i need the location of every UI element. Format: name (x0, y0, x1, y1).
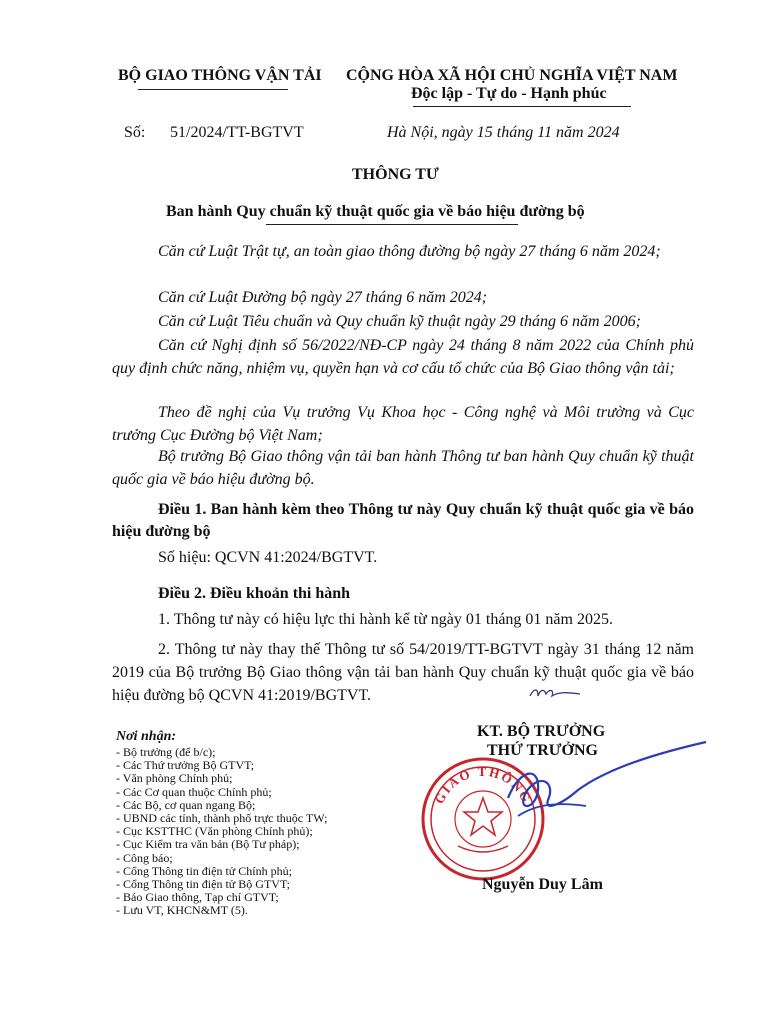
recipient-item: - Cục Kiểm tra văn bản (Bộ Tư pháp); (116, 837, 300, 852)
article-2-item-2: 2. Thông tư này thay thế Thông tư số 54/2019/TT-BGTVT ngày 31 tháng 12 năm 2019 của Bộ trưởng Bộ Giao thông vận tải ban hành Quy chuẩn kỹ thuật quốc gia về báo hiệu đường bộ QCVN 41:2019/BGTVT. (112, 641, 694, 704)
republic-name: CỘNG HÒA XÃ HỘI CHỦ NGHĨA VIỆT NAM (346, 67, 678, 84)
subject-underline (266, 224, 518, 225)
signature-title: THỨ TRƯỞNG (487, 742, 598, 759)
recipient-item: - Văn phòng Chính phủ; (116, 771, 233, 786)
article-2-heading: Điều 2. Điều khoản thi hành (158, 585, 351, 602)
initials-scribble (528, 684, 582, 704)
recipient-item: - Cổng Thông tin điện tử Chính phủ; (116, 863, 292, 878)
document-type: THÔNG TƯ (352, 166, 439, 183)
recipient-item: - Bộ trưởng (để b/c); (116, 745, 216, 759)
ministry-underline (138, 89, 288, 90)
recipient-item: - Công báo; (116, 850, 173, 865)
recipient-item: - Cổng Thông tin điện tử Bộ GTVT; (116, 877, 290, 892)
preamble-road-law: Căn cứ Luật Đường bộ ngày 27 tháng 6 năm 2024; (158, 289, 488, 306)
national-motto: Độc lập - Tự do - Hạnh phúc (411, 85, 607, 102)
preamble-minister: Bộ trưởng Bộ Giao thông vận tải ban hành Thông tư ban hành Quy chuẩn kỹ thuật quốc gia về báo hiệu đường bộ. (112, 448, 694, 488)
article-1-heading: Điều 1. Ban hành kèm theo Thông tư này Quy chuẩn kỹ thuật quốc gia về báo hiệu đường bộ (112, 501, 694, 540)
article-1-code: Số hiệu: QCVN 41:2024/BGTVT. (158, 549, 378, 566)
preamble-decree: Căn cứ Nghị định số 56/2022/NĐ-CP ngày 24 tháng 8 năm 2022 của Chính phủ quy định chức năng, nhiệm vụ, quyền hạn và cơ cấu tổ chức của Bộ Giao thông vận tải; (112, 337, 694, 377)
article-2-item-1: 1. Thông tư này có hiệu lực thi hành kể từ ngày 01 tháng 01 năm 2025. (158, 611, 613, 628)
motto-underline (413, 106, 631, 107)
recipient-item: - Các Bộ, cơ quan ngang Bộ; (116, 797, 256, 812)
preamble-proposal: Theo đề nghị của Vụ trưởng Vụ Khoa học - Công nghệ và Môi trường và Cục trưởng Cục Đường bộ Việt Nam; (112, 404, 694, 444)
recipients-title: Nơi nhận: (116, 729, 177, 744)
handwritten-signature (496, 738, 710, 858)
preamble-standards-law: Căn cứ Luật Tiêu chuẩn và Quy chuẩn kỹ thuật ngày 29 tháng 6 năm 2006; (158, 313, 641, 330)
seal-text: GIAO THÔNG (431, 763, 535, 807)
preamble-law-traffic-order: Căn cứ Luật Trật tự, an toàn giao thông đường bộ ngày 27 tháng 6 năm 2024; (158, 243, 661, 260)
document-number: 51/2024/TT-BGTVT (170, 124, 304, 141)
recipients-block (116, 728, 327, 918)
recipient-item: - UBND các tỉnh, thành phố trực thuộc TW; (116, 811, 328, 826)
document-subject: Ban hành Quy chuẩn kỹ thuật quốc gia về báo hiệu đường bộ (166, 203, 585, 220)
recipient-item: - Cục KSTTHC (Văn phòng Chính phủ); (116, 824, 313, 839)
recipient-item: - Các Cơ quan thuộc Chính phủ; (116, 784, 272, 799)
signature-authority: KT. BỘ TRƯỞNG (477, 723, 606, 740)
ministry-name: BỘ GIAO THÔNG VẬN TẢI (118, 67, 322, 84)
signer-name: Nguyễn Duy Lâm (482, 876, 603, 893)
recipient-item: - Báo Giao thông, Tạp chí GTVT; (116, 890, 279, 905)
recipient-item: - Các Thứ trưởng Bộ GTVT; (116, 758, 255, 773)
recipient-item: - Lưu VT, KHCN&MT (5). (116, 903, 248, 918)
document-number-label: Số: (124, 124, 146, 141)
place-and-date: Hà Nội, ngày 15 tháng 11 năm 2024 (387, 124, 620, 141)
